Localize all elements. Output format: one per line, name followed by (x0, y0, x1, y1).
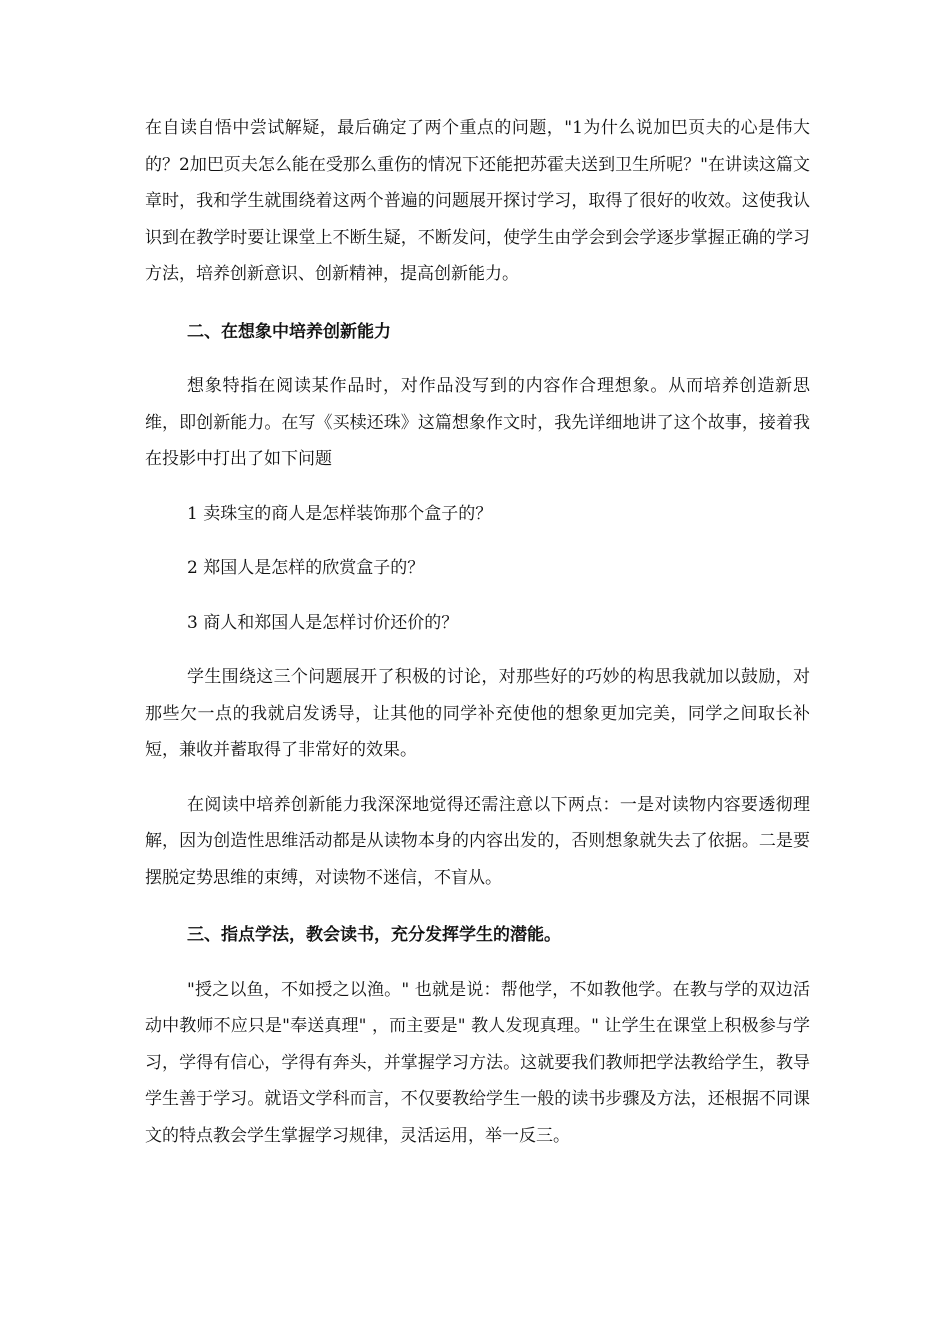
spacer (145, 641, 810, 659)
document-page (145, 110, 810, 1154)
spacer (145, 896, 810, 917)
spacer (145, 532, 810, 550)
spacer (145, 769, 810, 787)
spacer (145, 954, 810, 972)
section-3-heading: 三、指点学法，教会读书，充分发挥学生的潜能。 (187, 925, 561, 945)
spacer (145, 587, 810, 605)
question-item-1: 1 卖珠宝的商人是怎样装饰那个盒子的？ (187, 503, 493, 524)
spacer (145, 478, 810, 496)
intro-paragraph: 在自读自悟中尝试解疑，最后确定了两个重点的问题，"1为什么说加巴页夫的心是伟大的？2加巴页夫怎么能在受那么重伤的情况下还能把苏霍夫送到卫生所呢？"在讲读这篇文章时，我和学生就围绕着这两个普遍的问题展开探讨学习，取得了很好的收效。这使我认识到在教学时要让课堂上不断生疑，不断发问，使学生由学会到会学逐步掌握正确的学习方法，培养创新意识、创新精神，提高创新能力。 (145, 118, 810, 284)
question-item-3: 3 商人和郑国人是怎样讨价还价的？ (187, 612, 459, 633)
section-2-paragraph-3: 在阅读中培养创新能力我深深地觉得还需注意以下两点：一是对读物内容要透彻理解，因为创造性思维活动都是从读物本身的内容出发的，否则想象就失去了依据。二是要摆脱定势思维的束缚，对读物不迷信，不盲从。 (145, 794, 810, 888)
section-2-heading: 二、在想象中培养创新能力 (187, 321, 391, 342)
spacer (145, 350, 810, 368)
section-3-paragraph-1: "授之以鱼，不如授之以渔。" 也就是说：帮他学，不如教他学。在教与学的双边活动中教师不应只是"奉送真理" ，而主要是" 教人发现真理。" 让学生在课堂上积极参与学习，学得有信心，学得有奔头，并掌握学习方法。这就要我们教师把学法教给学生，教导学生善于学习。就语文学科而言，不仅要教给学生一般的读书步骤及方法，还根据不同课文的特点教会学生掌握学习规律，灵活运用，举一反三。 (145, 979, 810, 1146)
spacer (145, 293, 810, 314)
section-2-paragraph-2: 学生围绕这三个问题展开了积极的讨论，对那些好的巧妙的构思我就加以鼓励，对那些欠一点的我就启发诱导，让其他的同学补充使他的想象更加完美，同学之间取长补短，兼收并蓄取得了非常好的效果。 (145, 667, 810, 760)
question-item-2: 2 郑国人是怎样的欣赏盒子的？ (187, 558, 425, 578)
section-2-paragraph-1: 想象特指在阅读某作品时，对作品没写到的内容作合理想象。从而培养创造新思维，即创新能力。在写《买椟还珠》这篇想象作文时，我先详细地讲了这个故事，接着我在投影中打出了如下问题 (145, 376, 810, 469)
